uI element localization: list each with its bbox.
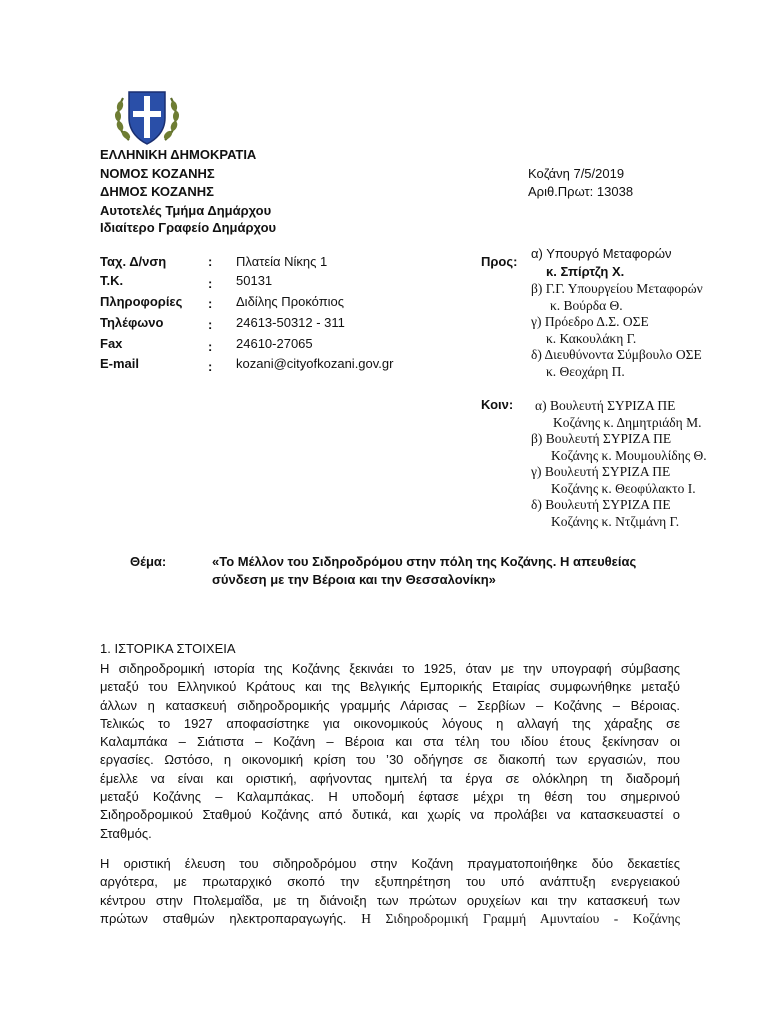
subject-label: Θέμα:: [130, 554, 167, 569]
paragraph-line: κέντρου στην Πτολεμαΐδα, με τη διάνοιξη των πρώτων ορυχείων και την κατασκευή των: [100, 892, 680, 908]
cc-line: Κοζάνης κ. Θεοφύλακτο Ι.: [551, 481, 696, 496]
paragraph-line: Καλαμπάκα – Σιάτιστα – Κοζάνη – Βέροια και στα τέλη του ιδίου έτους ξεκίνησαν οι: [100, 734, 680, 750]
paragraph-line: Σιδηροδρομικού Σταθμού Κοζάνης από δυτικά, και χωρίς να προλάβει να κατασκευαστεί ο: [100, 807, 680, 823]
cc-label: Κοιν:: [481, 397, 514, 412]
contact-colon: :: [208, 339, 213, 354]
contact-label: Τ.Κ.: [100, 273, 124, 288]
paragraph-line: εργασίες. Ωστόσο, η οικονομική κρίση του ’30 οδήγησε σε διακοπή των εργασιών, που: [100, 752, 680, 768]
contact-email[interactable]: kozani@cityofkozani.gov.gr: [236, 356, 394, 371]
recipient-line: δ) Διευθύνοντα Σύμβουλο ΟΣΕ: [531, 347, 702, 362]
contact-colon: :: [208, 359, 213, 374]
contact-colon: :: [208, 296, 213, 311]
recipient-line: γ) Πρόεδρο Δ.Σ. ΟΣΕ: [531, 314, 649, 329]
cc-line: γ) Βουλευτή ΣΥΡΙΖΑ ΠΕ: [531, 464, 671, 479]
paragraph-line: αργότερα, με πρωταρχικό σκοπό την εξυπηρέτηση του υπό ανάπτυξη ενεργειακού: [100, 874, 680, 890]
contact-label: E-mail: [100, 356, 140, 371]
section-title: 1. ΙΣΤΟΡΙΚΑ ΣΤΟΙΧΕΙΑ: [100, 641, 236, 656]
contact-value: 24613-50312 - 311: [236, 315, 345, 330]
paragraph-line-mixed: [100, 910, 680, 928]
subject-line: «Το Μέλλον του Σιδηροδρόμου στην πόλη της Κοζάνης. Η απευθείας: [212, 554, 637, 569]
header-prefecture: ΝΟΜΟΣ ΚΟΖΑΝΗΣ: [100, 166, 215, 181]
cc-line: Κοζάνης κ. Ντζιμάνη Γ.: [551, 514, 680, 529]
contact-label: Ταχ. Δ/νση: [100, 254, 167, 269]
recipient-line: κ. Βούρδα Θ.: [550, 298, 623, 313]
recipients-label: Προς:: [481, 254, 518, 269]
cc-line: δ) Βουλευτή ΣΥΡΙΖΑ ΠΕ: [531, 497, 671, 512]
recipient-line: α) Υπουργό Μεταφορών: [531, 246, 672, 261]
contact-label: Fax: [100, 336, 123, 351]
contact-colon: :: [208, 317, 213, 332]
paragraph-line: Η σιδηροδρομική ιστορία της Κοζάνης ξεκινάει το 1925, όταν με την υπογραφή σύμβασης: [100, 661, 680, 676]
recipient-line: κ. Θεοχάρη Π.: [546, 364, 625, 379]
paragraph-fragment: πρώτων σταθμών ηλεκτροπαραγωγής.: [100, 910, 347, 926]
contact-value: 24610-27065: [236, 336, 313, 351]
subject-line: σύνδεση με την Βέροια και την Θεσσαλονίκη»: [212, 572, 496, 587]
cc-line: Κοζάνης κ. Μουμουλίδης Θ.: [551, 448, 707, 463]
paragraph-fragment: Η Σιδηροδρομική Γραμμή Αμυνταίου - Κοζάνης: [361, 910, 680, 926]
paragraph-line: άλλων η κατασκευή σιδηροδρομικής γραμμής Λάρισας – Σερβίων – Κοζάνης – Βέροιας.: [100, 697, 680, 713]
header-municipality: ΔΗΜΟΣ ΚΟΖΑΝΗΣ: [100, 184, 214, 199]
contact-label: Τηλέφωνο: [100, 315, 164, 330]
paragraph-history: [100, 660, 680, 843]
contact-value: Διδίλης Προκόπιος: [236, 294, 345, 309]
header-department: Αυτοτελές Τμήμα Δημάρχου: [100, 203, 272, 218]
document-date: Κοζάνη 7/5/2019: [528, 166, 625, 181]
recipient-line: κ. Σπίρτζη Χ.: [546, 264, 625, 279]
protocol-number: Αριθ.Πρωτ: 13038: [528, 184, 634, 199]
recipient-line: κ. Κακουλάκη Γ.: [546, 331, 637, 346]
cc-line: β) Βουλευτή ΣΥΡΙΖΑ ΠΕ: [531, 431, 672, 446]
coat-of-arms-icon: [113, 82, 181, 150]
contact-value: Πλατεία Νίκης 1: [236, 254, 328, 269]
paragraph-line: Σταθμός.: [100, 825, 152, 841]
contact-label: Πληροφορίες: [100, 294, 183, 309]
cc-line: α) Βουλευτή ΣΥΡΙΖΑ ΠΕ: [535, 398, 676, 413]
recipient-line: β) Γ.Γ. Υπουργείου Μεταφορών: [531, 281, 703, 296]
paragraph-line: Τελικώς το 1927 αποφασίστηκε για οικονομικούς λόγους η αλλαγή της χάραξης σε: [100, 715, 680, 731]
contact-value: 50131: [236, 273, 273, 288]
header-country: ΕΛΛΗΝΙΚΗ ΔΗΜΟΚΡΑΤΙΑ: [100, 147, 257, 162]
paragraph-arrival: [100, 855, 680, 928]
header-office: Ιδιαίτερο Γραφείο Δημάρχου: [100, 220, 277, 235]
paragraph-line: έμελλε να είναι και οριστική, αφήνοντας ημιτελή τα έργα σε ολόκληρη τη διαδρομή: [100, 770, 680, 786]
contact-colon: :: [208, 254, 213, 269]
paragraph-line: μεταξύ Κοζάνης – Καλαμπάκας. Η υποδομή έφτασε μέχρι τη θέση του σημερινού: [100, 789, 680, 805]
paragraph-line: μεταξύ του Ελληνικού Κράτους και της Βελγικής Εμπορικής Εταιρίας συμφωνήθηκε μεταξύ: [100, 679, 680, 695]
contact-colon: :: [208, 276, 213, 291]
paragraph-line: Η οριστική έλευση του σιδηροδρόμου στην Κοζάνη πραγματοποιήθηκε δύο δεκαετίες: [100, 856, 680, 871]
cc-line: Κοζάνης κ. Δημητριάδη Μ.: [553, 415, 702, 430]
